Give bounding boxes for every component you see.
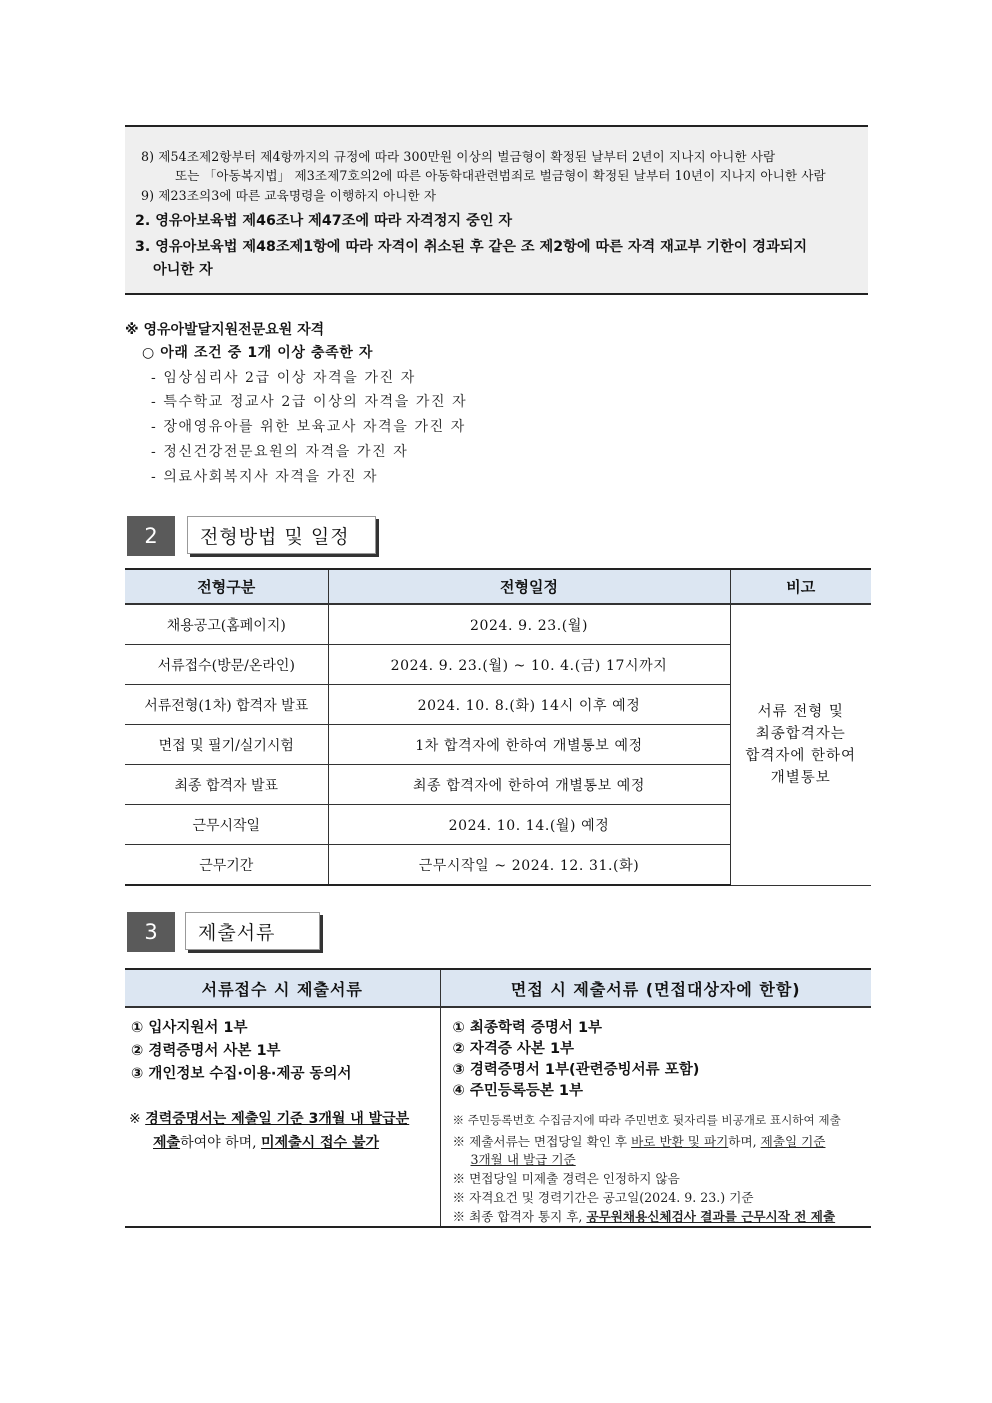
header-type: 전형구분 — [125, 569, 328, 604]
row-schedule: 2024. 10. 14.(월) 예정 — [328, 805, 730, 845]
doc-item: ④ 주민등록등본 1부 — [452, 1083, 584, 1099]
row-type: 서류전형(1차) 합격자 발표 — [125, 685, 328, 725]
note-line: 최종합격자는 — [755, 725, 846, 742]
interview-note: ※ 자격요건 및 경력기간은 공고일(2024. 9. 23.) 기준 — [452, 1190, 754, 1205]
note-text: ※ 제출서류는 면접당일 확인 후 — [452, 1134, 632, 1149]
section-2-number: 2 — [127, 516, 175, 556]
note-line: 합격자에 한하여 — [745, 747, 857, 764]
interview-docs-cell — [440, 1007, 871, 1227]
note-text: ※ 최종 합격자 통지 후, — [452, 1209, 587, 1224]
row-schedule: 최종 합격자에 한하여 개별통보 예정 — [328, 765, 730, 805]
note-text: 하며, — [728, 1134, 761, 1149]
clause-9: 9) 제23조의3에 따른 교육명령을 이행하지 아니한 자 — [141, 188, 437, 203]
interview-note — [453, 1206, 836, 1225]
application-docs-cell — [125, 1007, 440, 1227]
documents-table — [125, 968, 871, 1228]
clause-8b: 또는 「아동복지법」 제3조제7호의2에 따른 아동학대관련범죄로 벌금형이 확정된 날부터 10년이 지나지 아니한 사람 — [175, 168, 826, 183]
qualification-title: ※ 영유아발달지원전문요원 자격 — [125, 322, 325, 338]
clause-8a: 8) 제54조제2항부터 제4항까지의 규정에 따라 300만원 이상의 벌금형이 확정된 날부터 2년이 지나지 아니한 사람 — [141, 149, 776, 164]
row-type: 최종 합격자 발표 — [125, 765, 328, 805]
row-type: 서류접수(방문/온라인) — [125, 645, 328, 685]
section-2-title: 전형방법 및 일정 — [187, 516, 376, 554]
doc-item: ② 경력증명서 사본 1부 — [131, 1043, 281, 1059]
table-row — [125, 1007, 871, 1227]
table-row — [125, 604, 871, 645]
row-type: 근무시작일 — [125, 805, 328, 845]
note-emphasis: 미제출시 접수 불가 — [261, 1135, 379, 1151]
doc-item: ③ 개인정보 수집·이용·제공 동의서 — [131, 1066, 352, 1082]
qualification-condition: ○ 아래 조건 중 1개 이상 충족한 자 — [142, 345, 373, 361]
header-application-docs: 서류접수 시 제출서류 — [125, 969, 440, 1007]
table-header-row — [125, 569, 871, 604]
note-line: 서류 전형 및 — [757, 703, 844, 720]
note-emphasis: 제출일 기준 — [760, 1134, 826, 1149]
item-3b: 아니한 자 — [153, 262, 213, 278]
left-note-line1 — [129, 1108, 409, 1128]
row-type: 근무기간 — [125, 845, 328, 886]
section-3-title: 제출서류 — [185, 912, 320, 950]
note-line: 개별통보 — [770, 769, 831, 786]
interview-note: ※ 면접당일 미제출 경력은 인정하지 않음 — [452, 1171, 680, 1186]
left-note-line2 — [153, 1132, 379, 1152]
doc-item: ③ 경력증명서 1부(관련증빙서류 포함) — [452, 1062, 700, 1078]
qualification-item: - 임상심리사 2급 이상 자격을 가진 자 — [151, 370, 416, 386]
note-text: 하여야 하며, — [180, 1135, 262, 1151]
interview-note: 3개월 내 발급 기준 — [470, 1152, 576, 1167]
schedule-table — [125, 568, 871, 886]
row-type: 채용공고(홈페이지) — [125, 604, 328, 645]
row-schedule: 근무시작일 ~ 2024. 12. 31.(화) — [328, 845, 730, 886]
note-emphasis: 제출 — [153, 1135, 181, 1151]
qualification-item: - 정신건강전문요원의 자격을 가진 자 — [151, 444, 409, 460]
note-cell — [730, 604, 871, 885]
qualification-item: - 의료사회복지사 자격을 가진 자 — [151, 469, 379, 485]
header-interview-docs: 면접 시 제출서류 (면접대상자에 한함) — [440, 969, 871, 1007]
note-emphasis: 경력증명서는 제출일 기준 3개월 내 발급분 — [145, 1111, 410, 1127]
qualification-item: - 특수학교 정교사 2급 이상의 자격을 가진 자 — [151, 394, 468, 410]
row-type: 면접 및 필기/실기시험 — [125, 725, 328, 765]
disqualification-box — [125, 125, 868, 295]
section-3-number: 3 — [127, 912, 175, 952]
note-emphasis: 바로 반환 및 파기 — [631, 1134, 729, 1149]
note-emphasis: 공무원채용신체검사 결과를 근무시작 전 제출 — [586, 1209, 836, 1224]
header-schedule: 전형일정 — [328, 569, 730, 604]
item-3a: 3. 영유아보육법 제48조제1항에 따라 자격이 취소된 후 같은 조 제2항에 따른 자격 재교부 기한이 경과되지 — [135, 239, 808, 255]
qualification-item: - 장애영유아를 위한 보육교사 자격을 가진 자 — [151, 419, 466, 435]
interview-note — [453, 1131, 826, 1150]
row-schedule: 2024. 9. 23.(월) ~ 10. 4.(금) 17시까지 — [328, 645, 730, 685]
interview-note: ※ 주민등록번호 수집금지에 따라 주민번호 뒷자리를 비공개로 표시하여 제출 — [452, 1113, 841, 1127]
doc-item: ② 자격증 사본 1부 — [452, 1041, 575, 1057]
item-2: 2. 영유아보육법 제46조나 제47조에 따라 자격정지 중인 자 — [135, 213, 513, 229]
row-schedule: 1차 합격자에 한하여 개별통보 예정 — [328, 725, 730, 765]
table-header-row — [125, 969, 871, 1007]
header-note: 비고 — [730, 569, 871, 604]
row-schedule: 2024. 9. 23.(월) — [328, 604, 730, 645]
note-mark: ※ — [129, 1111, 141, 1127]
doc-item: ① 최종학력 증명서 1부 — [452, 1020, 603, 1036]
row-schedule: 2024. 10. 8.(화) 14시 이후 예정 — [328, 685, 730, 725]
doc-item: ① 입사지원서 1부 — [131, 1020, 248, 1036]
